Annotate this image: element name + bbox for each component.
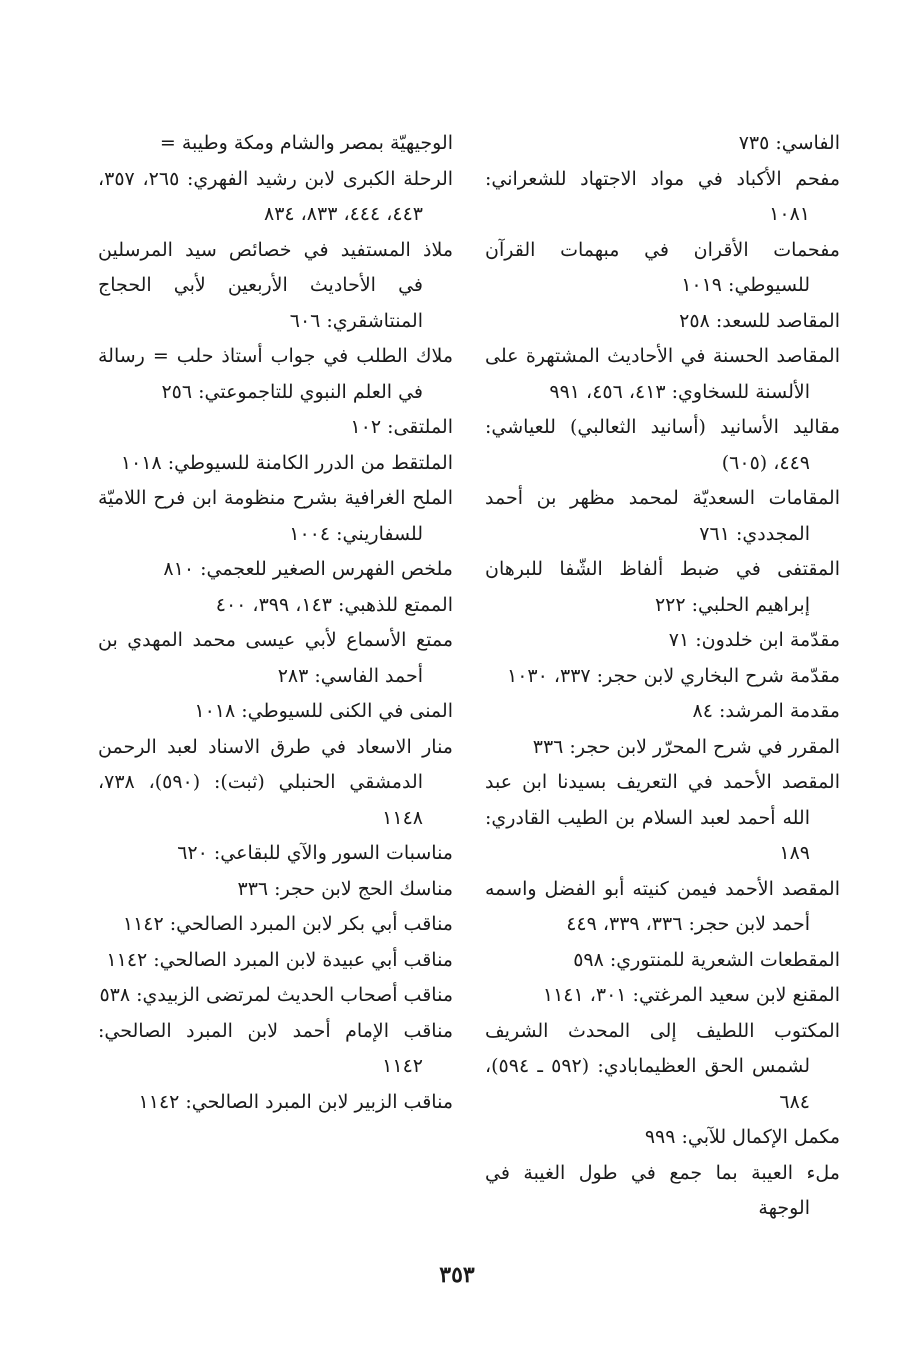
index-entry: المقتفى في ضبط ألفاظ الشّفا للبرهان إبراهيم الحلبي: ٢٢٢ [485, 558, 840, 616]
index-entry: المقاصد الحسنة في الأحاديث المشتهرة على الألسنة للسخاوي: ٤١٣، ٤٥٦، ٩٩١ [485, 345, 840, 403]
index-entry: المقرر في شرح المحرّر لابن حجر: ٣٣٦ [532, 735, 840, 758]
index-entry: ملء العيبة بما جمع في طول الغيبة في الوجهة [485, 1161, 840, 1219]
index-entry: مناقب أبي بكر لابن المبرد الصالحي: ١١٤٢ [122, 913, 453, 935]
index-entry: مقدّمة شرح البخاري لابن حجر: ٣٣٧، ١٠٣٠ [507, 664, 840, 687]
index-entry: المكتوب اللطيف إلى المحدث الشريف لشمس الحق العظيمابادي: (٥٩٢ ـ ٥٩٤)، ٦٨٤ [485, 1019, 840, 1113]
index-entry: ملخص الفهرس الصغير للعجمي: ٨١٠ [163, 558, 453, 580]
index-entry: الرحلة الكبرى لابن رشيد الفهري: ٢٦٥، ٣٥٧، ٤٤٣، ٤٤٤، ٨٣٣، ٨٣٤ [98, 167, 454, 225]
index-entry: مقاليد الأسانيد (أسانيد الثعالبي) للعياشي: ٤٤٩، (٦٠٥) [485, 416, 840, 474]
index-entry: مناسبات السور والآي للبقاعي: ٦٢٠ [177, 842, 453, 864]
index-entry: مقدّمة ابن خلدون: ٧١ [668, 629, 840, 651]
index-entry: الفاسي: ٧٣٥ [738, 132, 840, 154]
index-entry: الملتقى: ١٠٢ [350, 416, 453, 438]
index-entry: المقصد الأحمد في التعريف بسيدنا ابن عبد الله أحمد لعبد السلام بن الطيب القادري: ١٨٩ [485, 771, 840, 864]
index-entry: مكمل الإكمال للآبي: ٩٩٩ [644, 1126, 840, 1148]
index-entry: الملتقط من الدرر الكامنة للسيوطي: ١٠١٨ [120, 451, 453, 474]
index-entry: مناقب الإمام أحمد لابن المبرد الصالحي: ١١٤٢ [98, 1019, 453, 1077]
left-column [98, 126, 453, 1251]
index-entry: مفحمات الأقران في مبهمات القرآن للسيوطي: ١٠١٩ [485, 238, 840, 296]
right-column [485, 126, 840, 1251]
index-entry: مناسك الحج لابن حجر: ٣٣٦ [237, 877, 453, 900]
index-entry: ملاك الطلب في جواب أستاذ حلب = رسالة في العلم النبوي للتاجموعتي: ٢٥٦ [98, 345, 453, 403]
index-entry: المقنع لابن سعيد المرغتي: ٣٠١، ١١٤١ [542, 984, 840, 1006]
index-entry: المقاصد للسعد: ٢٥٨ [679, 309, 840, 332]
index-entry: مناقب الزبير لابن المبرد الصالحي: ١١٤٢ [138, 1090, 453, 1113]
index-entry: المقامات السعديّة لمحمد مظهر بن أحمد المجددي: ٧٦١ [485, 487, 840, 545]
index-entry: المنى في الكنى للسيوطي: ١٠١٨ [194, 700, 453, 722]
index-entry: المقطعات الشعرية للمنتوري: ٥٩٨ [573, 948, 840, 971]
index-entry: مناقب أصحاب الحديث لمرتضى الزبيدي: ٥٣٨ [99, 984, 453, 1006]
index-entry: المقصد الأحمد فيمن كنيته أبو الفضل واسمه أحمد لابن حجر: ٣٣٦، ٣٣٩، ٤٤٩ [485, 877, 840, 935]
index-entry: الوجيهيّة بمصر والشام ومكة وطيبة = [159, 132, 453, 154]
page-number: ٣٥٣ [439, 1262, 475, 1288]
index-entry: ملاذ المستفيد في خصائص سيد المرسلين في الأحاديث الأربعين لأبي الحجاج المنتاشقري: ٦٠٦ [98, 238, 453, 332]
index-entry: الملح الغرافية بشرح منظومة ابن فرح اللاميّة للسفاريني: ١٠٠٤ [98, 487, 453, 545]
index-entry: مقدمة المرشد: ٨٤ [692, 700, 840, 722]
index-entry: مناقب أبي عبيدة لابن المبرد الصالحي: ١١٤٢ [106, 948, 453, 971]
index-entry: الممتع للذهبي: ١٤٣، ٣٩٩، ٤٠٠ [215, 593, 453, 616]
index-entry: مفحم الأكباد في مواد الاجتهاد للشعراني: ١٠٨١ [485, 167, 840, 225]
index-entry: منار الاسعاد في طرق الاسناد لعبد الرحمن الدمشقي الحنبلي (ثبت): (٥٩٠)، ٧٣٨، ١١٤٨ [98, 735, 453, 829]
index-page [98, 126, 840, 1251]
index-entry: ممتع الأسماع لأبي عيسى محمد المهدي بن أحمد الفاسي: ٢٨٣ [98, 629, 453, 687]
